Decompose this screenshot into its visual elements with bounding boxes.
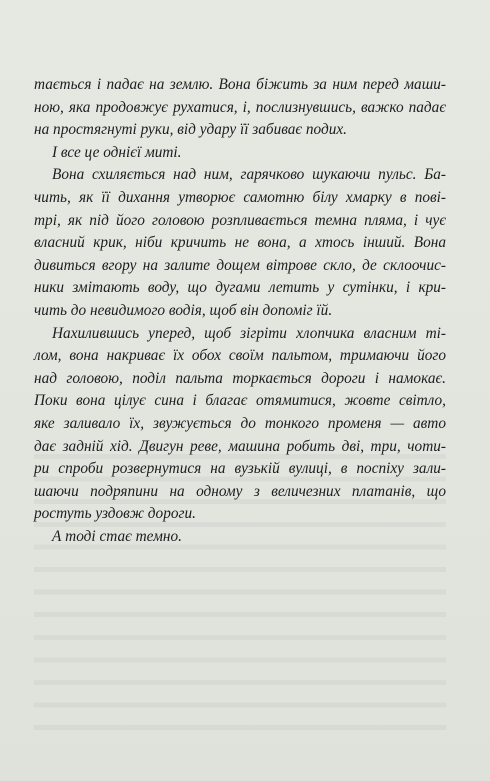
text-line: чить до невидимого водія, щоб він допоміг їй. [34,301,333,319]
text-line: на простягнуті руки, від удару її забиває подих. [34,121,347,139]
text-line: дивиться вгору на залите дощем вітрове скло, де склоочис- [34,256,446,274]
text-line: чить, як її дихання утворює самотню білу хмарку в пові- [34,188,446,206]
text-line: яке заливало їх, звужується до тонкого променя — авто [34,414,446,432]
text-line: тається і падає на землю. Вона біжить за ним перед маши- [34,76,446,93]
text-line: над головою, поділ пальта торкається дороги і намокає. [34,369,446,387]
text-line: Поки вона цілує сина і благає отямитися, жовте світло, [34,392,446,410]
text-line: ники змітають воду, що дугами летить у сутінки, і кри- [34,279,446,297]
text-line: лом, вона накриває їх обох своїм пальтом, тримаючи його [34,347,446,365]
text-line: ною, яка продовжує рухатися, і, послизнувшись, важко падає [34,98,446,116]
text-line: А тоді стає темно. [52,527,182,545]
text-line: ростуть уздовж дороги. [34,505,196,523]
text-line: дає задній хід. Двигун реве, машина робить дві, три, чоти- [34,437,446,455]
text-line: Нахилившись уперед, щоб зігріти хлопчика власним ті- [52,324,446,342]
text-line: власний крик, ніби кричить не вона, а хтось інший. Вона [34,234,446,252]
text-line: ри спроби розвернутися на вузькій вулиці, в поспіху зали- [34,460,446,478]
text-line: І все це однієї миті. [52,143,182,161]
text-line: шаючи подряпини на одному з величезних платанів, що [34,482,446,500]
text-line: Вона схиляється над ним, гарячково шукаючи пульс. Ба- [52,166,446,184]
text-line: трі, як під його головою розпливається темна пляма, і чує [34,211,446,229]
body-text [34,74,446,548]
